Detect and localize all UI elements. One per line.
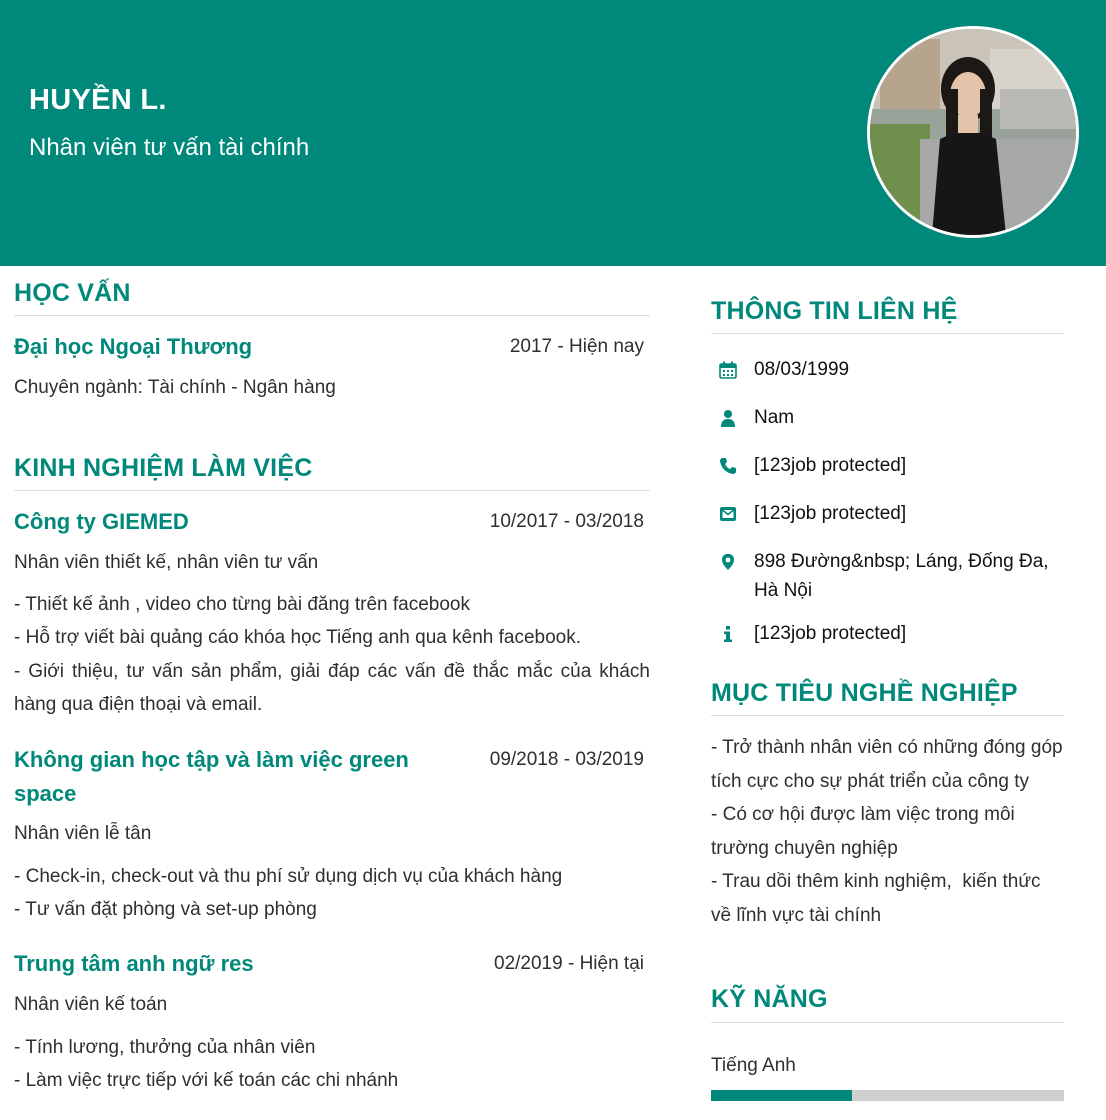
skill-level-bar [711, 1090, 1064, 1101]
phone-icon [719, 457, 737, 475]
education-major: Chuyên ngành: Tài chính - Ngân hàng [14, 377, 336, 398]
contact-value: 898 Đường&nbsp; Láng, Đống Đa, Hà Nội [754, 551, 1049, 601]
experience-divider [14, 490, 650, 491]
objective-heading: MỤC TIÊU NGHỀ NGHIỆP [711, 679, 1018, 707]
job-duty: - Tư vấn đặt phòng và set-up phòng [14, 899, 317, 920]
job-period: 09/2018 - 03/2019 [489, 749, 644, 770]
contact-value: 08/03/1999 [754, 359, 850, 380]
contact-value: [123job protected] [754, 623, 907, 644]
skill-name: Tiếng Anh [711, 1055, 796, 1076]
candidate-name: HUYỀN L. [29, 84, 167, 116]
candidate-job-title: Nhân viên tư vấn tài chính [29, 134, 310, 161]
job-company: Trung tâm anh ngữ res [14, 951, 254, 976]
job-duty: - Tính lương, thưởng của nhân viên [14, 1037, 316, 1058]
calendar-icon [719, 361, 737, 379]
contact-value: Nam [754, 407, 795, 428]
objective-text: - Trở thành nhân viên có những đóng góp tích cực cho sự phát triển của công ty - Có cơ hội được làm việc trong môi trường chuyên nghiệp - Trau dồi thêm kinh nghiệm, kiến thức về lĩnh vực tài chính [711, 737, 1063, 926]
education-divider [14, 315, 650, 316]
job-duty: - Làm việc trực tiếp với kế toán các chi nhánh [14, 1070, 399, 1091]
person-icon [719, 409, 737, 427]
avatar [867, 26, 1079, 238]
info-icon [719, 625, 737, 643]
contact-divider [711, 333, 1064, 334]
school-name: Đại học Ngoại Thương [14, 334, 253, 359]
job-role: Nhân viên lễ tân [14, 823, 152, 844]
job-company: Công ty GIEMED [14, 509, 189, 534]
job-company: Không gian học tập và làm việc green space [14, 747, 409, 806]
job-duty: - Hỗ trợ viết bài quảng cáo khóa học Tiếng anh qua kênh facebook. [14, 627, 582, 648]
skills-divider [711, 1022, 1064, 1023]
map-pin-icon [719, 553, 737, 571]
skill-level-fill [711, 1090, 852, 1101]
contact-heading: THÔNG TIN LIÊN HỆ [711, 297, 958, 325]
education-heading: HỌC VẤN [14, 279, 131, 307]
education-period: 2017 - Hiện nay [509, 336, 644, 357]
envelope-icon [719, 505, 737, 523]
contact-value: [123job protected] [754, 455, 907, 476]
objective-divider [711, 715, 1064, 716]
job-period: 10/2017 - 03/2018 [489, 511, 644, 532]
experience-heading: KINH NGHIỆM LÀM VIỆC [14, 454, 313, 482]
job-duty: - Giới thiệu, tư vấn sản phẩm, giải đáp các vấn đề thắc mắc của khách hàng qua điện thoại và email. [14, 661, 650, 715]
job-duty: - Check-in, check-out và thu phí sử dụng dịch vụ của khách hàng [14, 866, 563, 887]
contact-value: [123job protected] [754, 503, 907, 524]
job-role: Nhân viên thiết kế, nhân viên tư vấn [14, 552, 319, 573]
job-role: Nhân viên kế toán [14, 994, 168, 1015]
job-period: 02/2019 - Hiện tại [494, 953, 644, 974]
job-duty: - Thiết kế ảnh , video cho từng bài đăng trên facebook [14, 594, 470, 615]
skills-heading: KỸ NĂNG [711, 985, 828, 1013]
profile-header [0, 0, 1106, 266]
